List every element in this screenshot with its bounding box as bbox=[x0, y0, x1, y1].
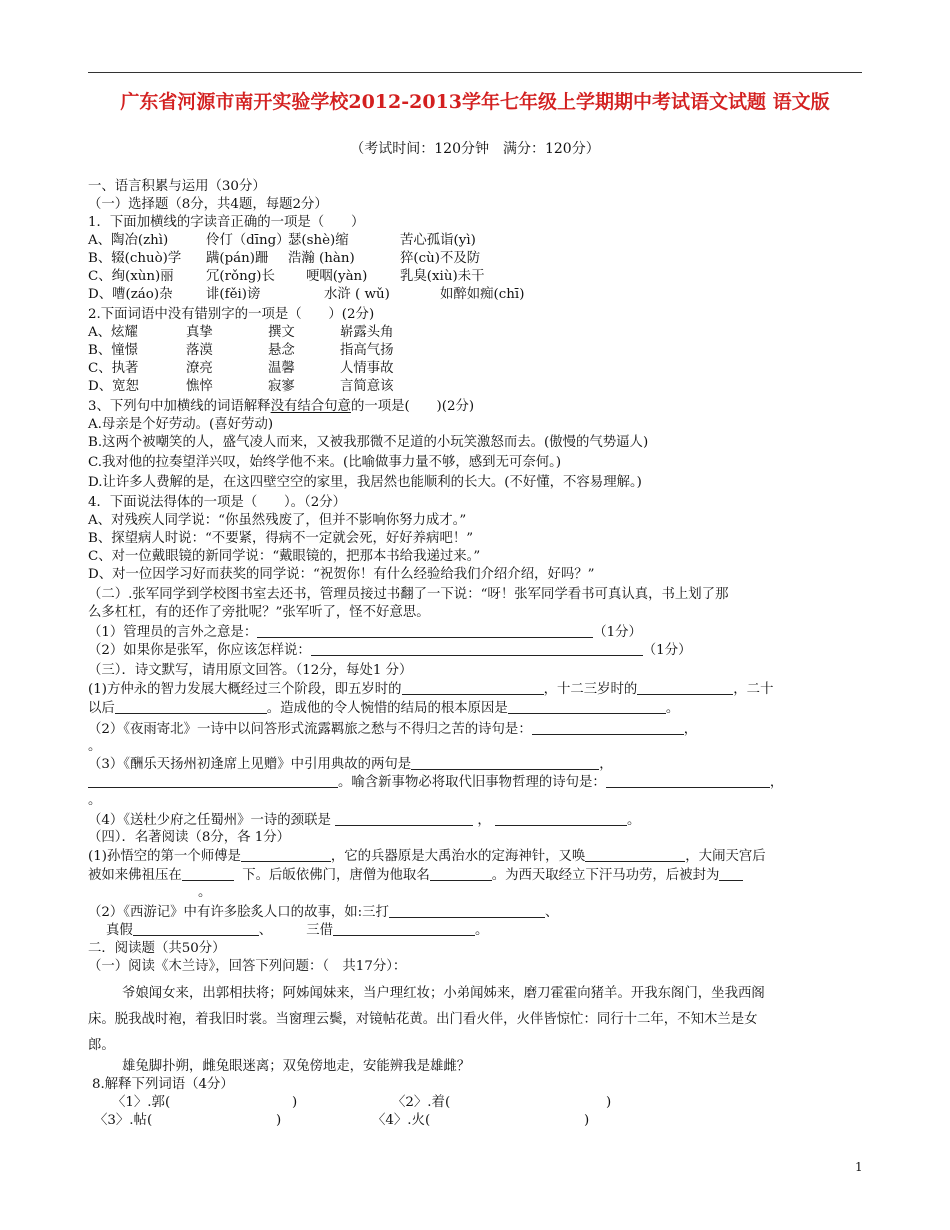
exam-subtitle: （考试时间：120分钟 满分：120分） bbox=[350, 141, 600, 157]
sub4-p1f: 。为西天取经立下汗马功劳，后被封为 bbox=[491, 868, 720, 883]
sub4-p2f: 。 bbox=[475, 923, 489, 938]
header-rule bbox=[88, 72, 862, 73]
q1-b-1: B、辍(chuò)学 bbox=[88, 251, 182, 266]
q1-d-2: 诽(fěi)谤 bbox=[206, 287, 261, 302]
sub3-p1f: 。 bbox=[665, 701, 680, 716]
q3-stem bbox=[88, 398, 868, 416]
sub2-q1-score: （1分） bbox=[593, 625, 642, 640]
q2-option-a bbox=[88, 324, 868, 342]
q8-item3 bbox=[94, 1112, 276, 1130]
section2-sub1: （一）阅读《木兰诗》，回答下列问题：（ 共17分）： bbox=[88, 959, 407, 974]
q2-c-3: 温馨 bbox=[268, 361, 295, 376]
sub2-q1 bbox=[88, 624, 868, 642]
section1-sub2-text2: 么多杠杠，有的还作了旁批呢？”张军听了，怪不好意思。 bbox=[88, 605, 430, 620]
q1-option-d bbox=[88, 286, 868, 304]
sub3-p3-blank1[interactable] bbox=[411, 756, 599, 770]
q1-b-2: 蹒(pán)跚 bbox=[206, 251, 269, 266]
sub3-p2 bbox=[88, 721, 868, 739]
poem-para1-line1: 爷娘闻女来，出郭相扶将；阿姊闻妹来，当户理红妆；小弟闻姊来，磨刀霍霍向猪羊。开我东阁门，坐我西阁 bbox=[122, 986, 765, 1001]
sub3-p1a: (1)方仲永的智力发展大概经过三个阶段，即五岁时的 bbox=[88, 682, 402, 697]
sub4-p2-text: （2）《西游记》中有许多脍炙人口的故事，如:三打 bbox=[88, 905, 389, 920]
q4-option-c: C、对一位戴眼镜的新同学说：“戴眼镜的，把那本书给我递过来。” bbox=[88, 549, 481, 564]
q2-option-d bbox=[88, 378, 868, 396]
q8-item2-label: 〈2〉.着( bbox=[392, 1095, 451, 1110]
q1-c-4: 乳臭(xiù)未干 bbox=[400, 269, 485, 284]
q2-a-1: A、炫耀 bbox=[88, 325, 138, 340]
sub3-p2-end: 。 bbox=[88, 739, 102, 754]
sub2-q1-blank[interactable] bbox=[257, 624, 593, 638]
q2-c-2: 潦亮 bbox=[186, 361, 213, 376]
q8-item1 bbox=[112, 1094, 292, 1112]
q2-b-3: 悬念 bbox=[268, 343, 295, 358]
sub3-p3c: 。喻含新事物必将取代旧事物哲理的诗句是： bbox=[338, 775, 606, 790]
q1-stem: 1．下面加横线的字读音正确的一项是（ ） bbox=[88, 215, 365, 230]
sub4-p2-line2 bbox=[88, 922, 868, 940]
sub3-p3-end: 。 bbox=[88, 793, 102, 808]
q1-d-3: 水浒 ( wǔ) bbox=[324, 287, 390, 302]
section1-sub1: （一）选择题（8分，共4题，每题2分） bbox=[88, 197, 328, 212]
sub4-p1g: 。 bbox=[198, 885, 212, 900]
sub4-p1-blank4[interactable] bbox=[430, 867, 492, 881]
q1-option-c bbox=[88, 268, 868, 286]
sub3-p3d: ， bbox=[769, 775, 784, 790]
section1-sub3-heading: （三）．诗文默写，请用原文回答。（12分，每处1 分） bbox=[88, 663, 413, 678]
q1-a-2: 伶仃（dīng） bbox=[206, 233, 290, 248]
sub4-p2d: 、 bbox=[258, 923, 273, 938]
q4-option-b: B、探望病人时说：“不要紧，得病不一定就会死，好好养病吧！” bbox=[88, 531, 474, 546]
q2-option-b bbox=[88, 342, 868, 360]
q2-d-3: 寂寥 bbox=[268, 379, 295, 394]
sub4-p1-blank2[interactable] bbox=[585, 848, 685, 862]
q2-d-2: 憔悴 bbox=[186, 379, 213, 394]
section1-heading: 一、语言积累与运用（30分） bbox=[88, 179, 266, 194]
q2-b-1: B、憧憬 bbox=[88, 343, 139, 358]
sub2-q2-blank[interactable] bbox=[311, 642, 643, 656]
q1-b-4: 猝(cù)不及防 bbox=[400, 251, 481, 266]
q1-option-a bbox=[88, 232, 868, 250]
sub3-p4b: ， bbox=[477, 813, 491, 828]
section1-sub4-heading: （四）．名著阅读（8分，各 1分） bbox=[88, 830, 291, 845]
q3-option-a: A.母亲是个好劳动。(喜好劳动) bbox=[88, 417, 274, 432]
poem-para1-line3: 郎。 bbox=[88, 1038, 115, 1053]
section1-sub2-text1: （二）.张军同学到学校图书室去还书，管理员接过书翻了一下说：“呀！张军同学看书可真认真，书上划了那 bbox=[88, 587, 729, 602]
sub3-p3-blank3[interactable] bbox=[606, 774, 770, 788]
q2-a-4: 崭露头角 bbox=[340, 325, 394, 340]
q8-item2-close: ) bbox=[606, 1095, 612, 1110]
q2-c-4: 人情事故 bbox=[340, 361, 394, 376]
sub3-p4c: 。 bbox=[627, 813, 641, 828]
q4-option-d: D、对一位因学习好而获奖的同学说：“祝贺你！有什么经验给我们介绍介绍，好吗？” bbox=[88, 567, 595, 582]
sub3-p3-text: （3）《酬乐天扬州初逢席上见赠》中引用典故的两句是 bbox=[88, 757, 412, 772]
q8-item1-label: 〈1〉.郭( bbox=[112, 1095, 171, 1110]
sub3-p1-line2 bbox=[88, 700, 868, 718]
sub4-p1e: 下。后皈依佛门，唐僧为他取名 bbox=[242, 868, 430, 883]
q8-item4-close: ) bbox=[584, 1113, 590, 1128]
sub4-p1d: 被如来佛祖压在 bbox=[88, 868, 182, 883]
sub3-p2-text: （2）《夜雨寄北》一诗中以问答形式流露羁旅之愁与不得归之苦的诗句是： bbox=[88, 722, 532, 737]
sub3-p1-blank4[interactable] bbox=[508, 700, 666, 714]
q2-c-1: C、执著 bbox=[88, 361, 139, 376]
sub3-p2-blank1[interactable] bbox=[532, 721, 684, 735]
sub3-p1-blank3[interactable] bbox=[115, 700, 267, 714]
q1-c-2: 冗(rǒng)长 bbox=[206, 269, 275, 284]
sub3-p1-blank2[interactable] bbox=[637, 681, 733, 695]
sub4-p1-line1 bbox=[88, 848, 868, 866]
q1-d-1: D、嘈(záo)杂 bbox=[88, 287, 173, 302]
q8-item1-close: ) bbox=[292, 1095, 298, 1110]
page-number: 1 bbox=[855, 1160, 863, 1174]
q2-b-4: 指高气扬 bbox=[340, 343, 394, 358]
q8-item2 bbox=[392, 1094, 606, 1112]
sub4-p1b: ，它的兵器原是大禹治水的定海神针，又唤 bbox=[330, 849, 586, 864]
q8-stem: 8.解释下列词语（4分） bbox=[92, 1077, 234, 1092]
sub3-p1d: 以后 bbox=[88, 701, 115, 716]
q2-a-2: 真挚 bbox=[186, 325, 213, 340]
q2-stem: 2.下面词语中没有错别字的一项是（ ）(2分) bbox=[88, 307, 375, 322]
sub4-p1-line2 bbox=[88, 867, 868, 885]
q2-d-1: D、宽恕 bbox=[88, 379, 139, 394]
q2-a-3: 撰文 bbox=[268, 325, 295, 340]
sub3-p1e: 。造成他的令人惋惜的结局的根本原因是 bbox=[266, 701, 508, 716]
sub3-p1-line1 bbox=[88, 681, 868, 699]
poem-para1-line2: 床。脱我战时袍，着我旧时裳。当窗理云鬓，对镜帖花黄。出门看火伴，火伴皆惊忙：同行十二年，不知木兰是女 bbox=[88, 1012, 758, 1027]
q8-item4 bbox=[372, 1112, 584, 1130]
q3-option-c: C.我对他的拉奏望洋兴叹，始终学他不来。(比喻做事力量不够，感到无可奈何。) bbox=[88, 455, 562, 470]
q1-a-3: 瑟(shè)缩 bbox=[288, 233, 349, 248]
q1-b-3: 浩瀚 (hàn) bbox=[288, 251, 355, 266]
sub4-p1a: (1)孙悟空的第一个师傅是 bbox=[88, 849, 241, 864]
q3-stem-underlined: 没有结合句意 bbox=[270, 399, 351, 414]
sub3-p4-blank1[interactable] bbox=[335, 812, 473, 826]
sub4-p1-end bbox=[88, 884, 868, 902]
q1-c-3: 哽咽(yàn) bbox=[306, 269, 368, 284]
sub3-p4-blank2[interactable] bbox=[495, 812, 627, 826]
poem-para2: 雄兔脚扑朔，雌兔眼迷离；双兔傍地走，安能辨我是雄雌？ bbox=[122, 1059, 471, 1074]
q1-d-4: 如醉如痴(chī) bbox=[440, 287, 525, 302]
sub2-q2-score: （1分） bbox=[642, 643, 692, 658]
sub4-p1-blank1[interactable] bbox=[241, 848, 331, 862]
sub3-p2b: ， bbox=[683, 722, 698, 737]
q4-option-a: A、对残疾人同学说：“你虽然残废了，但并不影响你努力成才。” bbox=[88, 513, 467, 528]
sub3-p4-text: （4）《送杜少府之任蜀州》一诗的颈联是 bbox=[88, 813, 331, 828]
sub2-q1-text: （1）管理员的言外之意是： bbox=[88, 625, 258, 640]
q8-row1 bbox=[112, 1094, 892, 1112]
sub4-p2c: 真假 bbox=[106, 923, 133, 938]
sub4-p1c: ，大闹天宫后 bbox=[685, 849, 766, 864]
sub3-p3b: ， bbox=[599, 757, 613, 772]
q8-item4-label: 〈4〉.火( bbox=[372, 1113, 431, 1128]
sub4-p2e: 三借 bbox=[306, 923, 334, 938]
q8-row2 bbox=[94, 1112, 874, 1130]
sub2-q2-text: （2）如果你是张军，你应该怎样说： bbox=[88, 643, 311, 658]
sub3-p1-blank1[interactable] bbox=[402, 681, 544, 695]
section2-heading: 二．阅读题（共50分） bbox=[88, 941, 226, 956]
q1-a-4: 苦心孤诣(yì) bbox=[400, 233, 476, 248]
sub4-p1-spacer bbox=[88, 885, 198, 898]
sub3-p4 bbox=[88, 812, 868, 830]
q3-stem-part1: 3、下列句中加横线的词语解释 bbox=[88, 399, 271, 414]
q3-option-d: D.让许多人费解的是，在这四壁空空的家里，我居然也能顺利的长大。(不好懂，不容易理解。) bbox=[88, 475, 642, 490]
sub4-p1-blank3[interactable] bbox=[182, 867, 234, 881]
sub4-p1-blank5[interactable] bbox=[719, 867, 743, 881]
sub3-p3-line2 bbox=[88, 774, 868, 792]
sub4-p2-blank1[interactable] bbox=[389, 904, 545, 918]
q8-item3-label: 〈3〉.帖( bbox=[94, 1113, 153, 1128]
sub4-p2-blank2[interactable] bbox=[133, 922, 259, 936]
q8-item3-close: ) bbox=[276, 1113, 282, 1128]
q1-c-1: C、绚(xùn)丽 bbox=[88, 269, 174, 284]
q2-option-c bbox=[88, 360, 868, 378]
sub3-p3 bbox=[88, 756, 868, 774]
sub2-q2 bbox=[88, 642, 868, 660]
q2-b-2: 落漠 bbox=[186, 343, 213, 358]
sub3-p3-blank2[interactable] bbox=[88, 774, 338, 788]
exam-title: 广东省河源市南开实验学校2012-2013学年七年级上学期期中考试语文试题 语文版 bbox=[120, 91, 830, 113]
q1-option-b bbox=[88, 250, 868, 268]
q1-a-1: A、陶冶(zhì) bbox=[88, 233, 169, 248]
sub3-p1c: ，二十 bbox=[733, 682, 774, 697]
sub4-p2 bbox=[88, 904, 868, 922]
q2-d-4: 言简意该 bbox=[340, 379, 394, 394]
q3-stem-part2: 的一项是( )(2分) bbox=[350, 399, 475, 414]
q4-stem: 4．下面说法得体的一项是（ ）。（2分） bbox=[88, 495, 347, 510]
sub4-p2-blank3[interactable] bbox=[333, 922, 475, 936]
sub3-p1b: ，十二三岁时的 bbox=[543, 682, 638, 697]
q3-option-b: B.这两个被嘲笑的人，盛气凌人而来，又被我那微不足道的小玩笑激怒而去。(傲慢的气势逼人) bbox=[88, 435, 649, 450]
sub4-p2b: 、 bbox=[544, 905, 559, 920]
